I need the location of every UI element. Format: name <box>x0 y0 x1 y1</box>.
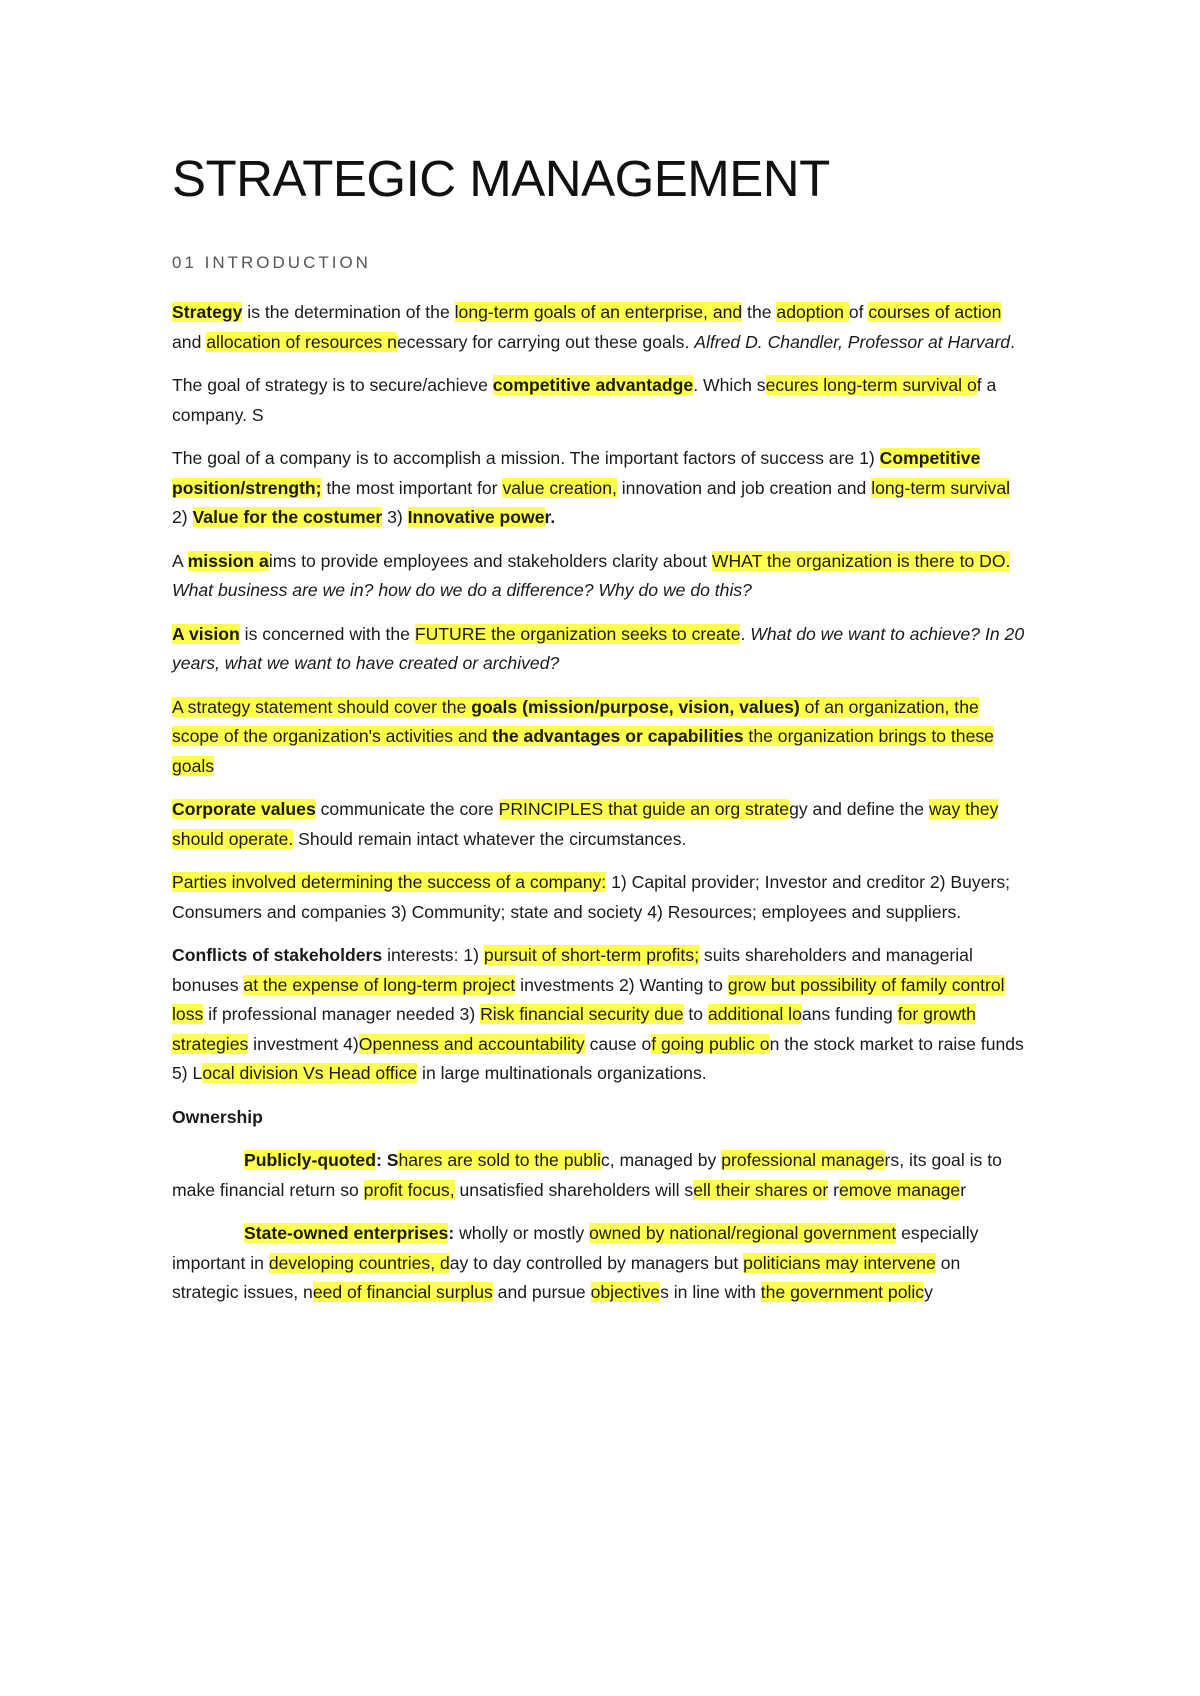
text-run: : S <box>375 1150 399 1170</box>
text-run: What do we want to achieve? In 20 years, what we want to have created or archived? <box>172 623 1025 673</box>
text-run: investments 2) Wanting to <box>515 974 728 995</box>
highlighted-text: f going public o <box>651 1033 770 1054</box>
paragraph <box>172 941 1030 1089</box>
highlighted-text: WHAT the organization is there to DO. <box>711 550 1011 571</box>
highlighted-text: Parties involved determining the success of a company: <box>172 872 607 892</box>
text-run: f a company. S <box>172 375 997 425</box>
text-run: r <box>828 1179 839 1200</box>
highlighted-text: grow but possibility of family control loss <box>172 974 1005 1024</box>
highlighted-text: politicians may intervene <box>743 1252 936 1273</box>
paragraph <box>172 298 1030 357</box>
text-run: ans funding <box>801 1004 898 1024</box>
highlighted-text: Publicly-quoted <box>244 1150 376 1170</box>
highlighted-text: long-term goals of an enterprise, and <box>454 302 743 322</box>
paragraph <box>172 1146 1030 1205</box>
highlighted-text: Value for the costumer <box>192 507 383 527</box>
text-run: investment 4) <box>248 1033 359 1054</box>
text-run: A <box>172 550 188 571</box>
text-run: the most important for <box>321 477 503 498</box>
highlighted-text: ecures long-term survival o <box>765 375 977 395</box>
highlighted-text: eed of financial surplus <box>312 1282 493 1302</box>
text-run: . Which s <box>693 375 766 395</box>
highlighted-text: State-owned enterprises <box>244 1223 449 1243</box>
highlighted-text: Risk financial security due <box>480 1004 684 1024</box>
text-run: if professional manager needed 3) <box>203 1004 481 1024</box>
paragraph <box>172 444 1030 533</box>
section-heading: 01 INTRODUCTION <box>172 253 371 272</box>
text-run: y <box>924 1282 933 1302</box>
highlighted-text: additional lo <box>707 1004 802 1024</box>
text-run: the <box>742 302 777 322</box>
highlighted-text: profit focus, <box>363 1179 455 1200</box>
highlighted-text: courses of action <box>868 302 1002 322</box>
text-run: 3) <box>382 507 408 527</box>
highlighted-text: PRINCIPLES that guide an org strate <box>498 799 790 819</box>
highlighted-text: of an organization, the scope of the organization's activities and <box>172 696 979 746</box>
highlighted-text: Strategy <box>172 302 243 322</box>
highlighted-text: hares are sold to the publi <box>398 1150 601 1170</box>
text-run: wholly or mostly <box>454 1223 590 1243</box>
text-run: and <box>172 331 207 352</box>
paragraph <box>172 371 1030 430</box>
highlighted-text: adoption <box>776 302 849 322</box>
highlighted-text: the advantages or capabilities <box>492 726 744 746</box>
text-run: r. <box>544 507 556 527</box>
text-run: Conflicts of stakeholders <box>172 945 383 965</box>
text-run: 2) <box>172 507 193 527</box>
paragraph <box>172 547 1030 606</box>
text-run: ecessary for carrying out these goals. <box>396 331 695 352</box>
text-run: innovation and job creation and <box>616 477 872 498</box>
highlighted-text: ocal division Vs Head office <box>202 1063 418 1083</box>
paragraph <box>172 620 1030 679</box>
text-run: The goal of a company is to accomplish a mission. The important factors of success are 1) <box>172 448 880 468</box>
highlighted-text: way they should operate. <box>172 799 999 849</box>
text-run: is concerned with the <box>239 623 415 644</box>
text-run: . <box>1010 331 1015 352</box>
highlighted-text: mission a <box>187 550 269 571</box>
highlighted-text: FUTURE the organization seeks to create <box>414 623 741 644</box>
highlighted-text: the organization brings to these goals <box>172 726 994 776</box>
highlighted-text: developing countries, d <box>268 1252 450 1273</box>
text-run: c, managed by <box>600 1150 722 1170</box>
text-run: suits shareholders and managerial bonuses <box>172 945 973 995</box>
highlighted-text: owned by national/regional government <box>589 1223 897 1243</box>
highlighted-text: pursuit of short-term profits; <box>483 945 700 965</box>
text-run: of <box>848 302 869 322</box>
text-run: : <box>448 1223 455 1243</box>
paragraph <box>172 868 1030 927</box>
text-run: . <box>740 623 751 644</box>
highlighted-text: A vision <box>172 623 240 644</box>
highlighted-text: allocation of resources n <box>206 331 397 352</box>
paragraph <box>172 693 1030 782</box>
document-body <box>172 298 1030 1308</box>
highlighted-text: ell their shares or <box>693 1179 829 1200</box>
highlighted-text: at the expense of long-term project <box>243 974 516 995</box>
text-run: communicate the core <box>315 799 499 819</box>
text-run: and pursue <box>492 1282 591 1302</box>
text-run: cause o <box>584 1033 652 1054</box>
page-title: STRATEGIC MANAGEMENT <box>172 150 830 207</box>
text-run: on strategic issues, n <box>172 1252 961 1302</box>
text-run: to <box>683 1004 708 1024</box>
text-run: unsatisfied shareholders will s <box>454 1179 694 1200</box>
highlighted-text: A strategy statement should cover the <box>172 696 472 717</box>
text-run: ims to provide employees and stakeholders clarity about <box>268 550 712 571</box>
paragraph <box>172 1219 1030 1308</box>
text-run: Should remain intact whatever the circumstances. <box>293 828 687 849</box>
text-run: especially important in <box>172 1223 979 1273</box>
text-run: interests: 1) <box>382 945 484 965</box>
highlighted-text: competitive advantadge <box>492 375 694 395</box>
text-run: 1) Capital provider; Investor and creditor 2) Buyers; Consumers and companies 3) Community; state and society 4) Resources; employees and suppliers. <box>172 872 1011 922</box>
paragraph <box>172 795 1030 854</box>
text-run: ay to day controlled by managers but <box>449 1252 744 1273</box>
text-run: n the stock market to raise funds 5) L <box>172 1033 1024 1083</box>
text-run: r <box>960 1179 967 1200</box>
text-run: s in line with <box>660 1282 761 1302</box>
highlighted-text: emove manage <box>838 1179 961 1200</box>
highlighted-text: Corporate values <box>172 799 316 819</box>
text-run: Ownership <box>172 1106 263 1127</box>
text-run: The goal of strategy is to secure/achieve <box>172 375 493 395</box>
text-run: Alfred D. Chandler, Professor at Harvard <box>694 331 1011 352</box>
highlighted-text: objective <box>590 1282 661 1302</box>
paragraph <box>172 1103 1030 1133</box>
highlighted-text: value creation, <box>502 477 617 498</box>
highlighted-text: goals (mission/purpose, vision, values) <box>471 696 800 717</box>
text-run: in large multinationals organizations. <box>417 1063 707 1083</box>
highlighted-text: for growth strategies <box>172 1004 976 1054</box>
highlighted-text: Innovative powe <box>407 507 545 527</box>
text-run: rs, its goal is to make financial return so <box>172 1150 1002 1200</box>
highlighted-text: professional manage <box>721 1150 885 1170</box>
highlighted-text: Competitive position/strength; <box>172 448 981 498</box>
text-run: What business are we in? how do we do a difference? Why do we do this? <box>172 580 752 600</box>
highlighted-text: long-term survival <box>871 477 1011 498</box>
text-run: is the determination of the <box>242 302 455 322</box>
highlighted-text: Openness and accountability <box>358 1033 585 1054</box>
highlighted-text: the government polic <box>760 1282 925 1302</box>
text-run: gy and define the <box>789 799 929 819</box>
